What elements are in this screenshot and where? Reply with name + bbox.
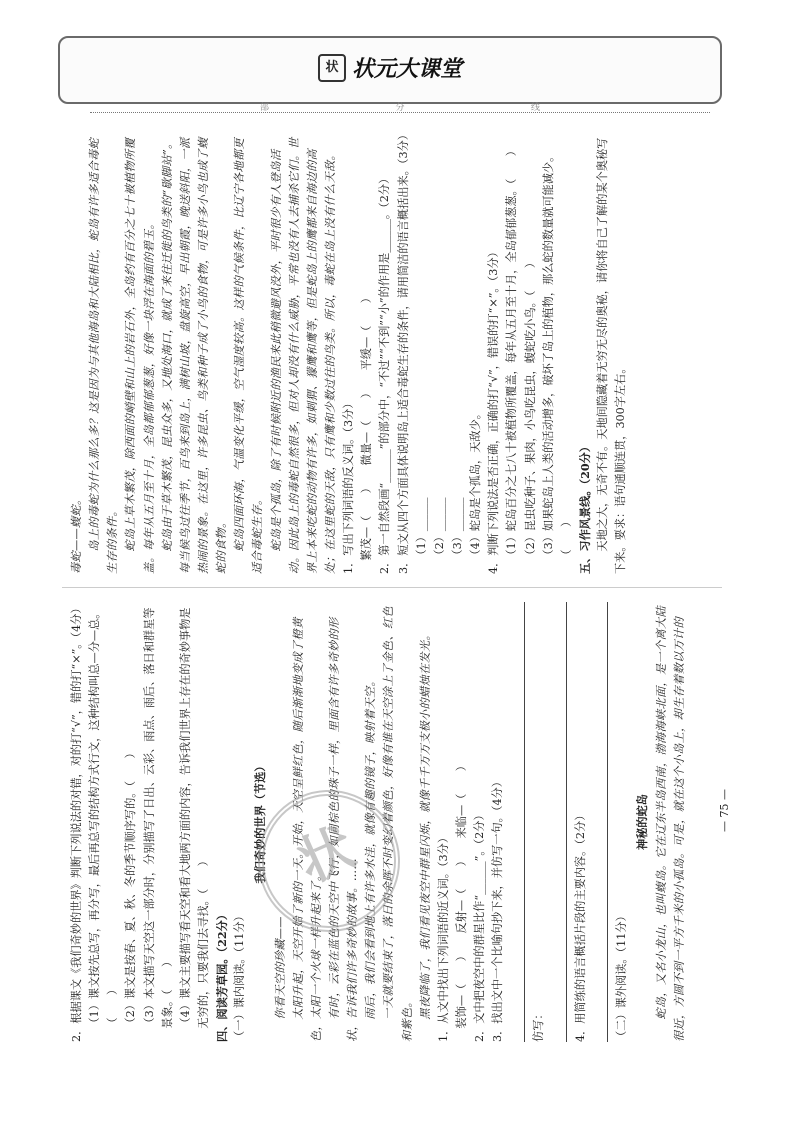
- reading1-paragraph: 雨后，我们会看到地上有许多水洼，就像有趣的镜子，映射着天空。: [364, 674, 378, 1020]
- r2-question-3-item: （4）蛇岛是个孤岛，天敌少。: [469, 408, 483, 561]
- page-divider: [62, 587, 722, 588]
- section-5-prompt: 天地之大，无奇不有。天地间隐藏着无穷无尽的奥秘，请你将自己了解的某个奥秘写下来。要求：语句通顺连贯，300字左右。: [596, 137, 628, 574]
- r2-question-3-item: （3）______: [450, 497, 464, 561]
- answer-line[interactable]: [551, 602, 567, 1042]
- reading2-paragraph: 蛇岛四面环海，气温变化平缓，空气湿度较高。这样的气候条件，比辽宁各地都更适合毒蛇生存。: [233, 138, 265, 574]
- answer-line[interactable]: [592, 602, 608, 1042]
- binding-line-labels: 部 分 线: [260, 103, 540, 113]
- q2-item: （3）本文描写天空这一部分时，分别描写了日出、云彩、雨点、雨后、落日和群星等景象。（ ）: [142, 607, 174, 1029]
- reading2-paragraph: 蛇岛由于草木繁茂，昆虫众多，又地处海口，就成了来往迁徙的鸟类的“歇脚站”。每当候鸟过往季节，百鸟来到岛上，满树山坡，盘旋高空，早出朝霞，晚送斜阳，一派热闹的景象。在这里，许多昆虫、鸟类和种子成了小鸟的食物，可是许多小鸟也成了蝮蛇的食物。: [160, 137, 229, 574]
- reading1-paragraph: 有时，云彩在蓝色的天空中飞行，如同棕色的珠子一样，里面含有许多奇妙的形状，告诉我们许多奇妙的故事。……: [327, 617, 360, 1042]
- r2-question-3: 3．短文从四个方面具体说明岛上适合毒蛇生存的条件，请用简洁的语言概括出来。（3分）: [396, 129, 410, 574]
- reading2-title: 神秘的蛇岛: [634, 794, 649, 850]
- brand-name: 状元大课堂: [351, 57, 463, 82]
- reading2-paragraph: 毒蛇——蝮蛇。: [70, 493, 83, 574]
- watermark-stamp: 状: [235, 767, 422, 954]
- q2-title: 2．根据课文《我们奇妙的世界》判断下列说法的对错，对的打“√”，错的打“×”。（4分）: [70, 602, 83, 1042]
- q2-item: （2）课文是按春、夏、秋、冬的季节顺序写的。（ ）: [124, 747, 138, 1029]
- reading1-label: （一）课内阅读。（11分）: [233, 910, 247, 1042]
- reading2-label: （二）课外阅读。（11分）: [614, 910, 628, 1042]
- binding-dotted-line: [90, 112, 710, 113]
- section-5-title: 五、习作风景线。（20分）: [577, 440, 592, 574]
- section-4-title: 四、阅读芳草园。（22分）: [215, 908, 230, 1042]
- r1-question-1-items: 装饰—（ ） 反射—（ ） 来临—（ ）: [454, 760, 468, 1029]
- r1-answer-label: 仿写：: [532, 1008, 546, 1042]
- reading1-paragraph: 太阳升起，天空开始了新的一天。开始，天空呈鲜红色，随后渐渐地变成了橙黄色，太阳一个火球一样升起来了。: [291, 617, 323, 1042]
- reading2-paragraph: 蛇岛是个孤岛，除了有时候附近的渔民来此稍微避风没外，平时很少有人登岛活动。因此岛上的毒蛇自然很多，但对人却没有什么威胁，平常也没有人去捕杀它们。世界上本来吃蛇的动物有许多，如刺猬、獴鹰和鹰等，但是蛇岛上的鹰都来自海边的高处；在这里蛇的天敌，只有鹰和少数过往的鸟类。所以，毒蛇在岛上没有什么天敌。: [269, 137, 337, 574]
- r2-question-3-item: （1）______: [414, 497, 428, 561]
- r1-question-4: 4．用简练的语言概括片段的主要内容。（2分）: [573, 809, 587, 1042]
- r2-question-4-item: （1）蛇岛百分之七八十被植物所覆盖，每年从五月至十月，全岛郁郁葱葱。（ ）: [505, 145, 519, 561]
- page-number-left: — 75 —: [718, 789, 731, 832]
- brand-logo: [318, 52, 462, 83]
- answer-line[interactable]: [509, 602, 525, 1042]
- reading2-paragraph: 蛇岛上草木繁茂，除西面的峭壁和山上的岩石外，全岛约有百分之七十被植物所覆盖。每年从五月至十月，全岛都郁郁葱葱，好像一块浮在海面的碧玉。: [124, 138, 156, 574]
- q2-item: （1）课文按先总写，再分写，最后再总写的结构方式行文，这种结构叫总—分—总。（ ）: [88, 607, 120, 1029]
- reading1-paragraph: 你看天空的珍藏——: [273, 916, 287, 1020]
- r1-question-3: 3．找出文中一个比喻句抄下来，并仿写一句。（4分）: [491, 776, 505, 1042]
- r1-question-1: 1．从文中找出下列词语的近义词。（3分）: [436, 831, 450, 1042]
- brand-icon: 状: [318, 54, 346, 82]
- reading2-paragraph: 岛上的毒蛇为什么那么多？这是因为与其他海岛和大陆相比，蛇岛有许多适合毒蛇生存的条件。: [88, 138, 120, 574]
- r2-question-1-items: 繁茂—（ ） 微量—（ ） 平缓—（ ）: [360, 292, 374, 561]
- header-banner: [58, 36, 722, 104]
- reading1-title: 我们奇妙的世界（节选）: [253, 760, 268, 884]
- q2-item: （4）课文主要描写看天空和看大地两方面的内容，告诉我们世界上存在的奇妙事物是无穷的，只要我们去寻找。（ ）: [178, 607, 210, 1029]
- reading1-paragraph: 一天就要结束了，落日的余晖不时变幻着颜色，好像有谁在天空涂上了金色、红色和紫色。: [382, 606, 414, 1042]
- reading2-paragraph: 蛇岛，又名小龙山，也叫蝮岛。它在辽东半岛西南，渤海海峡北面，是一个离大陆很近，方圆不到一平方千米的小孤岛。可是，就在这个小岛上，却生存着数以万计的: [654, 606, 687, 1042]
- r1-question-2: 2．文中把夜空中的群星比作“______”。（2分）: [473, 809, 487, 1042]
- r2-question-1: 1．写出下列词语的反义词。（3分）: [342, 397, 356, 574]
- right-page: [68, 129, 704, 574]
- r2-question-2: 2．第一自然段画“______”的部分中，“不过”“不到”“小”的作用是______。（2分）: [378, 172, 392, 574]
- reading1-paragraph: 黑夜降临了，我们看见夜空中群星闪烁，就像千千万万支极小的蜡烛在发光。: [418, 629, 432, 1020]
- rotated-spread: [62, 124, 731, 1052]
- r2-question-4-item: （3）如果蛇岛上人类的活动增多，破坏了岛上的植物，那么蛇的数量就可能减少。（ ）: [541, 150, 573, 561]
- r2-question-4: 4．判断下列说法是否正确，正确的打“√”，错误的打“×”。（3分）: [487, 246, 501, 574]
- r2-question-3-item: （2）______: [432, 497, 446, 561]
- r2-question-4-item: （2）昆虫吃种子、果肉，小鸟吃昆虫，蝮蛇吃小鸟。（ ）: [523, 256, 537, 561]
